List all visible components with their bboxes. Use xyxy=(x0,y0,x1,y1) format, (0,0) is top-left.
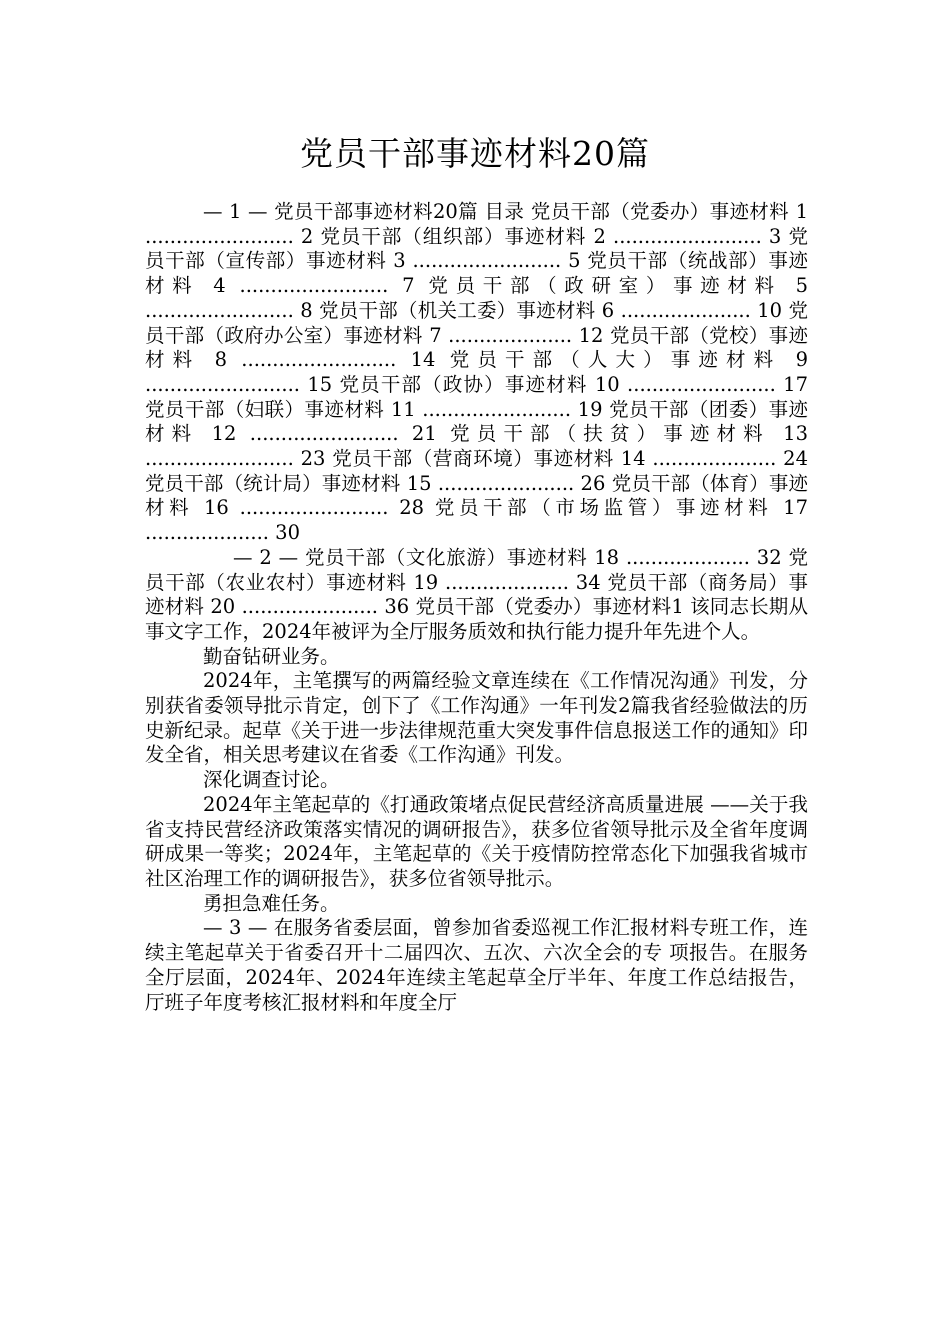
table-of-contents-part-1: — 1 — 党员干部事迹材料20篇 目录 党员干部（党委办）事迹材料 1 ........................ 2 党员干部（组织部）事迹材料 2 ........................ 3 党员干部（宣传部）事迹材料 3 ........................ 5 党员干部（统战部）事迹材料 4 ........................ 7 党员干部（政研室）事迹材料 5 ........................ 8 党员干部（机关工委）事迹材料 6 ..................... 10 党员干部（政府办公室）事迹材料 7 .................... 12 党员干部（党校）事迹材料 8 ......................... 14 党员干部（人大）事迹材料 9 ......................... 15 党员干部（政协）事迹材料 10 ........................ 17 党员干部（妇联）事迹材料 11 ........................ 19 党员干部（团委）事迹材料 12 ........................ 21 党员干部（扶贫）事迹材料 13 ........................ 23 党员干部（营商环境）事迹材料 14 .................... 24 党员干部（统计局）事迹材料 15 ...................... 26 党员干部（体育）事迹材料 16 ........................ 28 党员干部（市场监管）事迹材料 17 .................... 30 xyxy=(145,200,808,545)
section-heading-tasks: 勇担急难任务。 xyxy=(203,891,340,915)
document-body xyxy=(145,200,808,1015)
paragraph-tasks: — 3 — 在服务省委层面，曾参加省委巡视工作汇报材料专班工作，连续主笔起草关于省委召开十二届四次、五次、六次全会的专 项报告。在服务全厅层面，2024年、2024年连续主笔起草全厅半年、年度工作总结报告，厅班子年度考核汇报材料和年度全厅 xyxy=(145,916,808,1014)
table-of-contents-part-2: — 2 — 党员干部（文化旅游）事迹材料 18 .................... 32 党员干部（农业农村）事迹材料 19 .................... 34 党员干部（商务局）事迹材料 20 ...................... 36 党员干部（党委办）事迹材料1 该同志长期从事文字工作，2024年被评为全厅服务质效和执行能力提升年先进个人。 xyxy=(145,545,808,643)
paragraph-research: 2024年主笔起草的《打通政策堵点促民营经济高质量进展 ——关于我省支持民营经济政策落实情况的调研报告》，获多位省领导批示及全省年度调研成果一等奖；2024年，主笔起草的《关于疫情防控常态化下加强我省城市社区治理工作的调研报告》，获多位省领导批示。 xyxy=(145,792,808,890)
paragraph-study: 2024年，主笔撰写的两篇经验文章连续在《工作情况沟通》刊发，分别获省委领导批示肯定，创下了《工作沟通》一年刊发2篇我省经验做法的历史新纪录。起草《关于进一步法律规范重大突发事件信息报送工作的通知》印发全省，相关思考建议在省委《工作沟通》刊发。 xyxy=(145,669,809,767)
section-heading-research: 深化调查讨论。 xyxy=(203,768,340,792)
document-title: 党员干部事迹材料20篇 xyxy=(300,134,650,173)
section-heading-study: 勤奋钻研业务。 xyxy=(203,644,340,668)
